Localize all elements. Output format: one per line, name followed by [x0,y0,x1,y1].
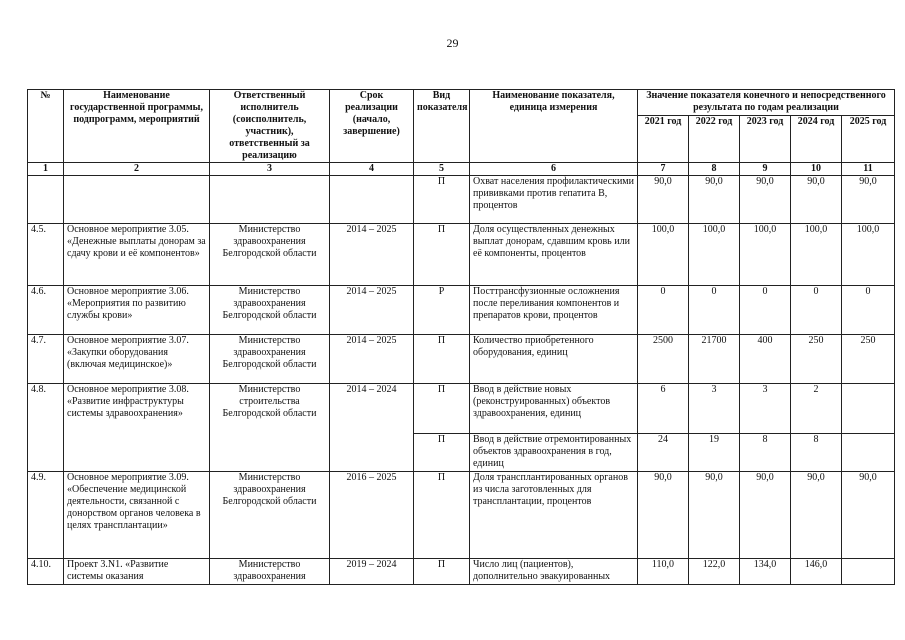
row-value: 90,0 [791,176,842,224]
row-value: 90,0 [689,176,740,224]
row-value [842,434,895,472]
row-term: 2014 – 2025 [330,335,414,384]
row-value [842,559,895,585]
row-indicator: Число лиц (пациентов), дополнительно эвакуированных [470,559,638,585]
row-name: Основное мероприятие 3.06. «Мероприятия по развитию службы крови» [64,286,210,335]
row-type: П [414,176,470,224]
row-no: 4.7. [28,335,64,384]
row-value: 90,0 [842,176,895,224]
header-name: Наименование государственной программы, подпрограмм, мероприятий [64,90,210,163]
row-value: 146,0 [791,559,842,585]
header-year: 2023 год [740,116,791,163]
row-executor: Министерство здравоохранения Белгородской области [210,224,330,286]
row-value: 0 [689,286,740,335]
column-number: 4 [330,163,414,176]
row-no [28,176,64,224]
row-no: 4.9. [28,472,64,559]
header-year: 2021 год [638,116,689,163]
row-value: 0 [791,286,842,335]
header-no: № [28,90,64,163]
column-numbers-row [28,163,895,176]
row-type: П [414,559,470,585]
row-term: 2014 – 2024 [330,384,414,472]
column-number: 9 [740,163,791,176]
row-indicator: Доля трансплантированных органов из числа заготовленных для трансплантации, процентов [470,472,638,559]
row-value: 90,0 [638,472,689,559]
header-indicator: Наименование показателя, единица измерения [470,90,638,163]
row-value: 250 [791,335,842,384]
column-number: 1 [28,163,64,176]
row-value: 6 [638,384,689,434]
row-term [330,176,414,224]
row-no: 4.5. [28,224,64,286]
indicators-table [27,89,895,585]
header-executor: Ответственный исполнитель (соисполнитель, участник), ответственный за реализацию [210,90,330,163]
column-number: 6 [470,163,638,176]
row-name: Основное мероприятие 3.07. «Закупки оборудования (включая медицинское)» [64,335,210,384]
row-value: 100,0 [638,224,689,286]
row-value: 100,0 [842,224,895,286]
row-value: 2500 [638,335,689,384]
column-number: 5 [414,163,470,176]
row-name: Основное мероприятие 3.09. «Обеспечение медицинской деятельности, связанной с донорством органов человека в целях трансплантации» [64,472,210,559]
row-executor: Министерство здравоохранения [210,559,330,585]
row-value: 0 [842,286,895,335]
row-value: 0 [638,286,689,335]
row-value: 19 [689,434,740,472]
row-value: 2 [791,384,842,434]
row-value [842,384,895,434]
table-row [28,384,895,434]
row-indicator: Ввод в действие новых (реконструированных) объектов здравоохранения, единиц [470,384,638,434]
row-value: 3 [740,384,791,434]
row-type: П [414,434,470,472]
column-number: 8 [689,163,740,176]
row-value: 100,0 [791,224,842,286]
row-value: 90,0 [842,472,895,559]
row-value: 100,0 [689,224,740,286]
table-row [28,472,895,559]
row-term: 2014 – 2025 [330,286,414,335]
row-name: Основное мероприятие 3.05. «Денежные выплаты донорам за сдачу крови и её компонентов» [64,224,210,286]
row-name: Проект 3.N1. «Развитие системы оказания [64,559,210,585]
row-value: 24 [638,434,689,472]
row-value: 90,0 [689,472,740,559]
table-row [28,176,895,224]
column-number: 10 [791,163,842,176]
row-value: 21700 [689,335,740,384]
row-executor: Министерство здравоохранения Белгородской области [210,335,330,384]
row-value: 250 [842,335,895,384]
row-indicator: Охват населения профилактическими прививками против гепатита В, процентов [470,176,638,224]
header-year: 2025 год [842,116,895,163]
header-year: 2022 год [689,116,740,163]
table-row [28,559,895,585]
row-executor: Министерство строительства Белгородской области [210,384,330,472]
table-row [28,286,895,335]
row-value: 0 [740,286,791,335]
row-type: Р [414,286,470,335]
page-number: 29 [446,36,459,50]
column-number: 2 [64,163,210,176]
row-type: П [414,384,470,434]
row-value: 110,0 [638,559,689,585]
row-indicator: Ввод в действие отремонтированных объектов здравоохранения в год, единиц [470,434,638,472]
row-value: 8 [791,434,842,472]
header-term: Срок реализации (начало, завершение) [330,90,414,163]
row-name: Основное мероприятие 3.08. «Развитие инфраструктуры системы здравоохранения» [64,384,210,472]
row-type: П [414,472,470,559]
row-type: П [414,224,470,286]
row-name [64,176,210,224]
row-value: 90,0 [791,472,842,559]
row-term: 2016 – 2025 [330,472,414,559]
column-number: 11 [842,163,895,176]
row-no: 4.10. [28,559,64,585]
column-number: 3 [210,163,330,176]
row-term: 2014 – 2025 [330,224,414,286]
row-executor [210,176,330,224]
column-number: 7 [638,163,689,176]
header-year: 2024 год [791,116,842,163]
row-term: 2019 – 2024 [330,559,414,585]
row-value: 134,0 [740,559,791,585]
row-value: 90,0 [740,176,791,224]
row-value: 400 [740,335,791,384]
row-indicator: Посттрансфузионные осложнения после переливания компонентов и препаратов крови, процентов [470,286,638,335]
row-executor: Министерство здравоохранения Белгородской области [210,472,330,559]
row-value: 122,0 [689,559,740,585]
row-indicator: Доля осуществленных денежных выплат донорам, сдавшим кровь или её компоненты, процентов [470,224,638,286]
row-no: 4.8. [28,384,64,472]
row-value: 90,0 [638,176,689,224]
row-indicator: Количество приобретенного оборудования, единиц [470,335,638,384]
row-no: 4.6. [28,286,64,335]
table-row [28,224,895,286]
row-value: 3 [689,384,740,434]
header-values: Значение показателя конечного и непосредственного результата по годам реализации [638,90,895,116]
row-value: 100,0 [740,224,791,286]
header-type: Вид показателя [414,90,470,163]
table-row [28,335,895,384]
row-value: 90,0 [740,472,791,559]
row-value: 8 [740,434,791,472]
row-type: П [414,335,470,384]
row-executor: Министерство здравоохранения Белгородской области [210,286,330,335]
